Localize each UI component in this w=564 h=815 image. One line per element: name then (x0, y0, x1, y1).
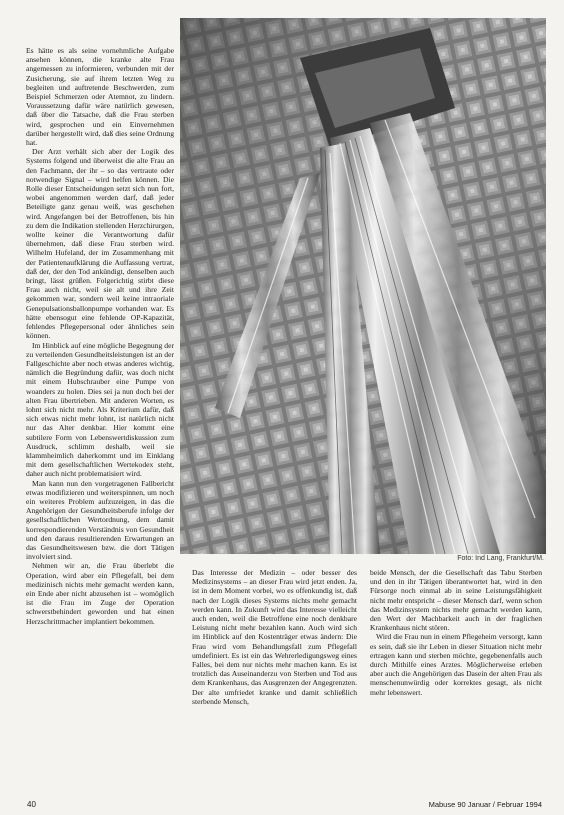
article-column-right (370, 568, 542, 794)
column-illustration (180, 18, 546, 554)
photo-caption: Foto: Ind Lang, Frankfurt/M. (457, 555, 544, 562)
paragraph: Nehmen wir an, die Frau überlebt die Operation, wird aber ein Pflegefall, bei dem medizinisch nichts mehr gemacht werden kann, ein Ende aber nicht abzusehen ist – womöglich ist die Frau im Zuge der Operation schwerstbehindert geworden und hat einen Herzschrittmacher implantiert bekommen. (26, 561, 174, 626)
paragraph: Es hätte es als seine vornehmliche Aufgabe ansehen können, die kranke alte Frau angemessen zu informieren, verbunden mit der Zusicherung, sie auf ihrem letzten Weg zu begleiten und auftretende Beschwerden, zum Beispiel Schmerzen oder Atemnot, zu lindern. Voraussetzung dafür wäre natürlich gewesen, daß über die Tatsache, daß die Frau sterben wird, gesprochen und ein Einvernehmen darüber hergestellt wird, daß dies seine Ordnung hat. (26, 46, 174, 148)
paragraph: Der Arzt verhält sich aber der Logik des Systems folgend und überweist die alte Frau an den Fachmann, der ihr – so das vertraute oder notwendige Signal – wird helfen können. Die Rolle dieser Entscheidungen setzt sich nun fort, wobei angenommen werden darf, daß jeder Beteiligte ganz genau weiß, was geschehen wird. Angefangen bei der Betroffenen, bis hin zu dem die Indikation stellenden Herzchirurgen, wollte keiner die Verantwortung dafür übernehmen, daß diese Frau sterben wird. Wilhelm Hufeland, der im Zusammenhang mit der Patientenaufklärung die Auffassung vertrat, daß der, der den Tod ankündigt, denselben auch bringt, lässt grüßen. Folgerichtig stirbt diese Frau auch nicht, weil sie alt und ihre Zeit gekommen war, sondern weil keine intraoriale Genepulsationsballonpumpe vorhanden war. Es hätte ebensogut eine fehlende OP-Kapazität, fehlendes Pflegepersonal oder ähnliches sein können. (26, 147, 174, 341)
paragraph: Im Hinblick auf eine mögliche Begegnung der zu verteilenden Gesundheitsleistungen ist an der Fallgeschichte aber noch etwas anderes wichtig, nämlich die Begründung dafür, was doch nicht mit einem Hubschrauber eine Pumpe von woanders zu holen. Dies sei ja nun doch bei der alten Frau übertrieben. Mit anderen Worten, es lohnt sich nicht mehr. Als Kriterium dafür, daß sich etwas nicht mehr lohnt, ist natürlich nicht nur das Alter denkbar. Hier kommt eine subtilere Form von Lebenswertdiskussion zum Ausdruck, schlimm deshalb, weil sie klammheimlich daherkommt und im Einklang mit dem gesellschaftlichen Wertekodex steht, daher auch nicht problematisiert wird. (26, 340, 174, 479)
column-photograph (180, 18, 546, 554)
article-column-middle (192, 568, 357, 794)
paragraph: Wird die Frau nun in einem Pflegeheim versorgt, kann es sein, daß sie ihr Leben in dieser Situation nicht mehr ertragen kann und sterben möchte, gegebenenfalls auch durch Mithilfe eines Arztes. Möglicherweise erleben aber auch die Angehörigen das Dasein der alten Frau als menschenunwürdig oder korrektes gesagt, als nicht mehr lebenswert. (370, 632, 542, 697)
article-column-left (26, 46, 174, 794)
page-number: 40 (27, 800, 36, 809)
running-footer: Mabuse 90 Januar / Februar 1994 (428, 800, 542, 809)
paragraph: Man kann nun den vorgetragenen Fallbericht etwas modifizieren und weiterspinnen, um noch ein weiteres Problem aufzuzeigen, in das die Angehörigen der Gesundheitsberufe infolge der gesellschaftlichen Wertordnung, dem damit korrespondierenden Verständnis von Gesundheit und den daraus resultierenden Erwartungen an das Gesundheitswesen bzw. die dort Tätigen involviert sind. (26, 478, 174, 562)
paragraph: Das Interesse der Medizin – oder besser des Medizinsystems – an dieser Frau wird jetzt enden. Ja, ist in dem Moment vorbei, wo es offenkundig ist, daß nach der Logik dieses Systems nichts mehr gemacht werden kann. In Zukunft wird das Interesse vielleicht auch enden, weil die Betroffene eine noch denkbare Leistung nicht mehr bezahlen kann. Auch wird sich im Hinblick auf den Kostenträger etwas ändern: Die Frau wird vom Behandlungsfall zum Pflegefall umdefiniert. Es ist ein das Wehrerledigungsweg eines Falles, bei dem nur nichts mehr machen kann. Es ist trotzlich das Auseinanderzu von Sterben und Tod aus dem Krankenhaus, das Ausgrenzen der Angegrenzten. Der alte umfriedet kranke und damit schließlich sterbende Mensch, (192, 568, 357, 706)
paragraph: beide Mensch, der die Gesellschaft das Tabu Sterben und den in ihr Tätigen überantwortet hat, wird in den Fürsorge noch einmal ab in seine Leistungsfähigkeit nicht mehr entspricht – dieser Mensch darf, wenn schon das Medizinsystem nichts mehr gemacht werden kann, den Wert der Machbarkeit auch in der fraglichen Krankenhaus nicht stören. (370, 568, 542, 633)
